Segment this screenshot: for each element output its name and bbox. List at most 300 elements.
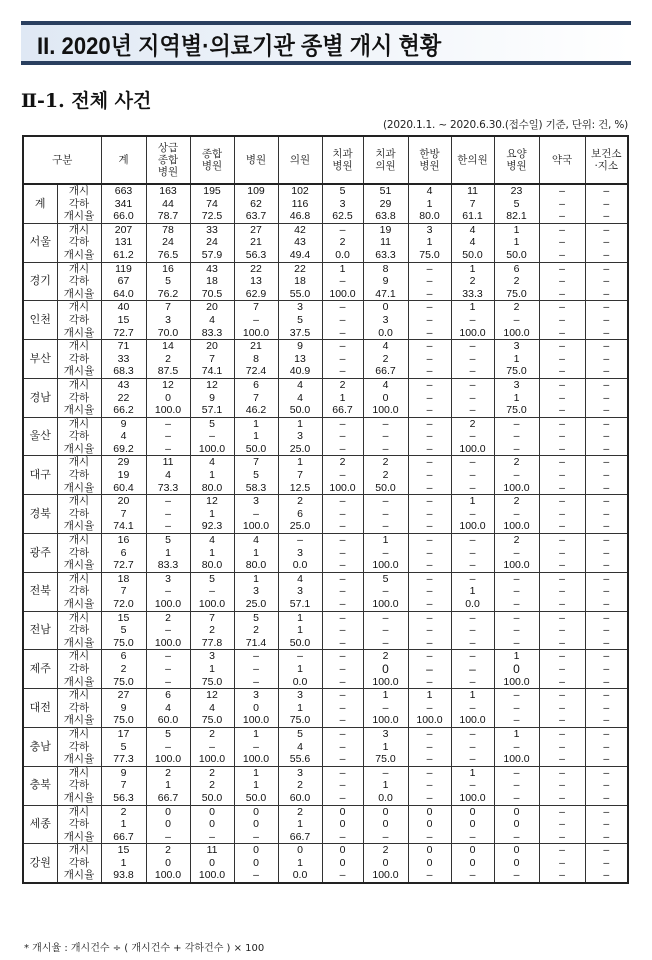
table-cell: 2 xyxy=(190,766,234,779)
table-row xyxy=(23,818,628,831)
table-cell: – xyxy=(451,482,494,495)
table-cell: 109 xyxy=(234,184,278,198)
table-cell: 6 xyxy=(101,547,146,560)
table-row xyxy=(23,275,628,288)
table-cell: 71 xyxy=(101,340,146,353)
table-cell: 0.0 xyxy=(451,598,494,611)
table-cell: 78.7 xyxy=(146,210,190,223)
table-cell: 5 xyxy=(322,184,363,198)
table-cell: 100.0 xyxy=(363,598,408,611)
table-cell: – xyxy=(408,353,451,366)
metric-label: 개시율 xyxy=(57,288,101,301)
table-cell: 66.2 xyxy=(101,404,146,417)
table-row xyxy=(23,262,628,275)
table-row xyxy=(23,714,628,727)
table-cell: – xyxy=(539,223,585,236)
metric-label: 개시 xyxy=(57,495,101,508)
table-cell: 18 xyxy=(190,275,234,288)
table-cell: 62.9 xyxy=(234,288,278,301)
table-cell: – xyxy=(585,727,628,740)
table-cell: – xyxy=(494,430,539,443)
metric-label: 개시율 xyxy=(57,676,101,689)
table-row xyxy=(23,547,628,560)
table-cell: – xyxy=(146,417,190,430)
table-cell: – xyxy=(451,637,494,650)
table-cell: 2 xyxy=(190,624,234,637)
table-cell: 4 xyxy=(408,184,451,198)
table-cell: 33.3 xyxy=(451,288,494,301)
table-cell: 100.0 xyxy=(146,637,190,650)
table-cell: – xyxy=(408,559,451,572)
table-cell: 3 xyxy=(322,198,363,211)
table-cell: 77.8 xyxy=(190,637,234,650)
table-cell: – xyxy=(585,753,628,766)
table-cell: – xyxy=(451,741,494,754)
table-cell: – xyxy=(322,495,363,508)
table-cell: – xyxy=(585,443,628,456)
metric-label: 각하 xyxy=(57,741,101,754)
table-cell: – xyxy=(539,547,585,560)
table-cell: – xyxy=(539,753,585,766)
table-cell: 100.0 xyxy=(494,327,539,340)
table-row xyxy=(23,353,628,366)
table-row xyxy=(23,327,628,340)
table-cell: 75.0 xyxy=(494,404,539,417)
table-cell: 4 xyxy=(451,223,494,236)
column-header: 의원 xyxy=(278,136,322,184)
table-cell: 9 xyxy=(190,392,234,405)
table-cell: – xyxy=(408,482,451,495)
table-cell: 7 xyxy=(234,456,278,469)
metric-label: 개시 xyxy=(57,301,101,314)
metric-label: 각하 xyxy=(57,779,101,792)
table-cell: 2 xyxy=(190,727,234,740)
table-cell: 72.0 xyxy=(101,598,146,611)
table-cell: – xyxy=(322,869,363,883)
table-cell: – xyxy=(539,766,585,779)
table-cell: 1 xyxy=(408,689,451,702)
table-cell: – xyxy=(190,831,234,844)
table-cell: – xyxy=(539,831,585,844)
table-cell: – xyxy=(539,482,585,495)
table-cell: 61.2 xyxy=(101,249,146,262)
table-cell: 50.0 xyxy=(451,249,494,262)
table-cell: – xyxy=(451,753,494,766)
table-row xyxy=(23,456,628,469)
table-cell: 100.0 xyxy=(494,676,539,689)
table-cell: – xyxy=(190,585,234,598)
table-cell: – xyxy=(539,818,585,831)
table-cell: – xyxy=(408,547,451,560)
table-cell: – xyxy=(585,520,628,533)
column-header: 계 xyxy=(101,136,146,184)
table-cell: – xyxy=(451,314,494,327)
table-cell: 0 xyxy=(234,857,278,870)
table-cell: 1 xyxy=(278,624,322,637)
table-cell: – xyxy=(585,766,628,779)
table-cell: 50.0 xyxy=(234,443,278,456)
table-cell: – xyxy=(539,262,585,275)
table-cell: 0.0 xyxy=(363,327,408,340)
table-cell: 4 xyxy=(451,236,494,249)
table-cell: 2 xyxy=(101,663,146,676)
table-row xyxy=(23,404,628,417)
table-row xyxy=(23,223,628,236)
table-cell: – xyxy=(494,637,539,650)
table-cell: – xyxy=(322,624,363,637)
open-status-table xyxy=(22,135,629,884)
table-cell: – xyxy=(408,676,451,689)
metric-label: 개시 xyxy=(57,689,101,702)
table-cell: 22 xyxy=(101,392,146,405)
table-cell: – xyxy=(363,585,408,598)
table-cell: 66.7 xyxy=(146,792,190,805)
table-cell: 72.7 xyxy=(101,327,146,340)
table-row xyxy=(23,249,628,262)
metric-label: 개시율 xyxy=(57,753,101,766)
table-cell: – xyxy=(451,869,494,883)
table-cell: – xyxy=(451,430,494,443)
table-cell: 7 xyxy=(101,779,146,792)
table-cell: – xyxy=(585,844,628,857)
table-cell: 50.0 xyxy=(363,482,408,495)
table-cell: 2 xyxy=(101,805,146,818)
table-cell: 16 xyxy=(146,262,190,275)
table-cell: 1 xyxy=(234,417,278,430)
table-cell: 13 xyxy=(234,275,278,288)
table-cell: – xyxy=(234,869,278,883)
table-cell: – xyxy=(539,857,585,870)
table-cell: 74.1 xyxy=(101,520,146,533)
table-row xyxy=(23,844,628,857)
table-row xyxy=(23,392,628,405)
table-cell: – xyxy=(363,611,408,624)
table-cell: 2 xyxy=(451,417,494,430)
metric-label: 각하 xyxy=(57,392,101,405)
table-cell: 22 xyxy=(278,262,322,275)
table-cell: 83.3 xyxy=(190,327,234,340)
table-cell: 75.0 xyxy=(494,365,539,378)
table-cell: 4 xyxy=(190,456,234,469)
table-cell: – xyxy=(322,508,363,521)
table-cell: 12 xyxy=(146,378,190,391)
table-cell: 61.1 xyxy=(451,210,494,223)
table-cell: 11 xyxy=(363,236,408,249)
table-row xyxy=(23,301,628,314)
table-cell: – xyxy=(322,831,363,844)
table-cell: – xyxy=(322,741,363,754)
table-cell: 75.0 xyxy=(408,249,451,262)
table-cell: 1 xyxy=(278,818,322,831)
table-cell: 3 xyxy=(234,585,278,598)
table-cell: 6 xyxy=(494,262,539,275)
table-cell: 2 xyxy=(322,456,363,469)
table-cell: 77.3 xyxy=(101,753,146,766)
table-cell: 68.3 xyxy=(101,365,146,378)
metric-label: 개시율 xyxy=(57,831,101,844)
table-cell: 0 xyxy=(363,805,408,818)
metric-label: 개시율 xyxy=(57,598,101,611)
table-cell: – xyxy=(322,275,363,288)
table-cell: – xyxy=(539,585,585,598)
table-cell: 9 xyxy=(363,275,408,288)
table-cell: 9 xyxy=(101,417,146,430)
table-cell: – xyxy=(322,547,363,560)
table-cell: – xyxy=(451,572,494,585)
table-cell: – xyxy=(585,572,628,585)
metric-label: 개시율 xyxy=(57,869,101,883)
table-cell: – xyxy=(539,741,585,754)
metric-label: 각하 xyxy=(57,857,101,870)
table-cell: – xyxy=(234,650,278,663)
column-header: 약국 xyxy=(539,136,585,184)
table-cell: 6 xyxy=(278,508,322,521)
table-cell: – xyxy=(494,547,539,560)
region-label: 전남 xyxy=(23,611,57,650)
table-cell: – xyxy=(585,637,628,650)
table-cell: – xyxy=(322,443,363,456)
table-cell: 49.4 xyxy=(278,249,322,262)
table-cell: 5 xyxy=(494,198,539,211)
table-cell: 100.0 xyxy=(234,520,278,533)
metric-label: 각하 xyxy=(57,663,101,676)
table-cell: 3 xyxy=(278,301,322,314)
table-cell: – xyxy=(585,469,628,482)
table-cell: – xyxy=(363,430,408,443)
table-cell: 21 xyxy=(234,236,278,249)
table-cell: 1 xyxy=(494,223,539,236)
table-cell: 78 xyxy=(146,223,190,236)
table-row xyxy=(23,520,628,533)
metric-label: 개시율 xyxy=(57,792,101,805)
table-cell: – xyxy=(539,417,585,430)
table-cell: – xyxy=(494,689,539,702)
table-cell: – xyxy=(585,327,628,340)
table-cell: 3 xyxy=(278,689,322,702)
region-label: 광주 xyxy=(23,534,57,573)
table-cell: 5 xyxy=(278,727,322,740)
table-cell: 1 xyxy=(363,779,408,792)
table-cell: 5 xyxy=(101,741,146,754)
table-cell: 119 xyxy=(101,262,146,275)
table-cell: – xyxy=(146,831,190,844)
table-cell: 75.0 xyxy=(101,714,146,727)
table-cell: 1 xyxy=(494,727,539,740)
metric-label: 개시 xyxy=(57,378,101,391)
table-cell: – xyxy=(322,365,363,378)
table-cell: – xyxy=(363,702,408,715)
table-cell: – xyxy=(408,520,451,533)
table-cell: 2 xyxy=(146,766,190,779)
table-cell: – xyxy=(539,495,585,508)
table-cell: 82.1 xyxy=(494,210,539,223)
metric-label: 개시율 xyxy=(57,443,101,456)
table-cell: 3 xyxy=(234,495,278,508)
column-header: 종합 병원 xyxy=(190,136,234,184)
table-cell: 33 xyxy=(190,223,234,236)
table-cell: – xyxy=(408,637,451,650)
table-cell: 87.5 xyxy=(146,365,190,378)
table-cell: – xyxy=(494,572,539,585)
table-cell: 47.1 xyxy=(363,288,408,301)
table-cell: – xyxy=(539,663,585,676)
table-cell: – xyxy=(494,741,539,754)
table-cell: 100.0 xyxy=(363,714,408,727)
table-cell: 100.0 xyxy=(190,443,234,456)
table-cell: 4 xyxy=(146,702,190,715)
table-cell: 100.0 xyxy=(363,869,408,883)
table-cell: – xyxy=(585,676,628,689)
table-cell: – xyxy=(585,262,628,275)
table-cell: – xyxy=(363,443,408,456)
table-cell: 2 xyxy=(278,805,322,818)
table-cell: 2 xyxy=(363,456,408,469)
table-cell: 2 xyxy=(146,844,190,857)
table-cell: 62 xyxy=(234,198,278,211)
table-cell: 70.5 xyxy=(190,288,234,301)
metric-label: 각하 xyxy=(57,547,101,560)
table-cell: 0.0 xyxy=(278,676,322,689)
table-cell: 57.1 xyxy=(190,404,234,417)
metric-label: 각하 xyxy=(57,198,101,211)
table-row xyxy=(23,508,628,521)
table-cell: – xyxy=(494,869,539,883)
table-row xyxy=(23,184,628,198)
table-cell: 11 xyxy=(451,184,494,198)
table-cell: 100.0 xyxy=(494,482,539,495)
table-cell: – xyxy=(408,598,451,611)
table-cell: 1 xyxy=(146,779,190,792)
table-cell: 24 xyxy=(146,236,190,249)
table-row xyxy=(23,469,628,482)
table-cell: 9 xyxy=(101,702,146,715)
column-header: 상급 종합 병원 xyxy=(146,136,190,184)
table-row xyxy=(23,365,628,378)
table-cell: 69.2 xyxy=(101,443,146,456)
table-cell: – xyxy=(585,547,628,560)
table-row xyxy=(23,443,628,456)
table-cell: 4 xyxy=(190,534,234,547)
table-cell: – xyxy=(539,249,585,262)
table-cell: 5 xyxy=(234,611,278,624)
table-cell: 64.0 xyxy=(101,288,146,301)
table-cell: 7 xyxy=(278,469,322,482)
table-cell: – xyxy=(451,404,494,417)
table-cell: – xyxy=(408,340,451,353)
table-cell: 50.0 xyxy=(278,637,322,650)
table-cell: 13 xyxy=(278,353,322,366)
table-cell: 21 xyxy=(234,340,278,353)
table-row xyxy=(23,702,628,715)
table-cell: 100.0 xyxy=(234,327,278,340)
table-cell: – xyxy=(408,404,451,417)
table-cell: 16 xyxy=(101,534,146,547)
table-cell: 102 xyxy=(278,184,322,198)
table-cell: – xyxy=(408,534,451,547)
table-cell: – xyxy=(146,624,190,637)
table-cell: 19 xyxy=(101,469,146,482)
table-cell: – xyxy=(585,430,628,443)
metric-label: 개시율 xyxy=(57,210,101,223)
table-cell: 1 xyxy=(234,779,278,792)
table-cell: 100.0 xyxy=(146,869,190,883)
table-cell: – xyxy=(539,637,585,650)
table-cell: 0 xyxy=(322,818,363,831)
metric-label: 각하 xyxy=(57,508,101,521)
table-cell: 1 xyxy=(363,741,408,754)
table-cell: – xyxy=(363,495,408,508)
table-cell: – xyxy=(408,624,451,637)
table-cell: 55.6 xyxy=(278,753,322,766)
table-cell: – xyxy=(539,392,585,405)
table-cell: – xyxy=(585,456,628,469)
table-cell: 50.0 xyxy=(494,249,539,262)
table-cell: – xyxy=(539,676,585,689)
table-cell: – xyxy=(451,534,494,547)
table-cell: – xyxy=(146,443,190,456)
table-cell: – xyxy=(451,365,494,378)
table-cell: 55.0 xyxy=(278,288,322,301)
table-cell: 2 xyxy=(363,844,408,857)
table-cell: 0 xyxy=(408,805,451,818)
table-cell: – xyxy=(322,702,363,715)
table-cell: 3 xyxy=(146,572,190,585)
metric-label: 각하 xyxy=(57,314,101,327)
table-cell: 1 xyxy=(322,262,363,275)
table-row xyxy=(23,495,628,508)
table-cell: – xyxy=(451,663,494,676)
table-cell: – xyxy=(539,714,585,727)
table-cell: – xyxy=(322,598,363,611)
table-cell: – xyxy=(408,275,451,288)
table-cell: 100.0 xyxy=(190,598,234,611)
table-cell: 80.0 xyxy=(190,559,234,572)
table-cell: 4 xyxy=(278,392,322,405)
table-row xyxy=(23,637,628,650)
table-cell: – xyxy=(451,392,494,405)
metric-label: 개시 xyxy=(57,417,101,430)
table-cell: – xyxy=(585,534,628,547)
table-cell: – xyxy=(322,779,363,792)
table-cell: 0 xyxy=(146,392,190,405)
table-cell: – xyxy=(539,340,585,353)
table-cell: 17 xyxy=(101,727,146,740)
table-row xyxy=(23,559,628,572)
table-cell: 56.3 xyxy=(234,249,278,262)
table-cell: – xyxy=(585,689,628,702)
table-cell: – xyxy=(585,288,628,301)
table-cell: – xyxy=(451,508,494,521)
table-cell: – xyxy=(408,456,451,469)
table-cell: – xyxy=(494,314,539,327)
table-cell: 25.0 xyxy=(278,520,322,533)
metric-label: 개시 xyxy=(57,650,101,663)
table-cell: – xyxy=(539,301,585,314)
table-cell: – xyxy=(494,766,539,779)
table-cell: – xyxy=(539,779,585,792)
table-cell: 1 xyxy=(408,236,451,249)
table-cell: – xyxy=(585,869,628,883)
metric-label: 개시 xyxy=(57,534,101,547)
table-cell: 3 xyxy=(278,547,322,560)
table-cell: 4 xyxy=(146,469,190,482)
table-cell: 5 xyxy=(234,469,278,482)
table-cell: – xyxy=(363,520,408,533)
metric-label: 개시율 xyxy=(57,637,101,650)
table-cell: 2 xyxy=(363,650,408,663)
table-cell: – xyxy=(322,417,363,430)
table-cell: 2 xyxy=(146,611,190,624)
